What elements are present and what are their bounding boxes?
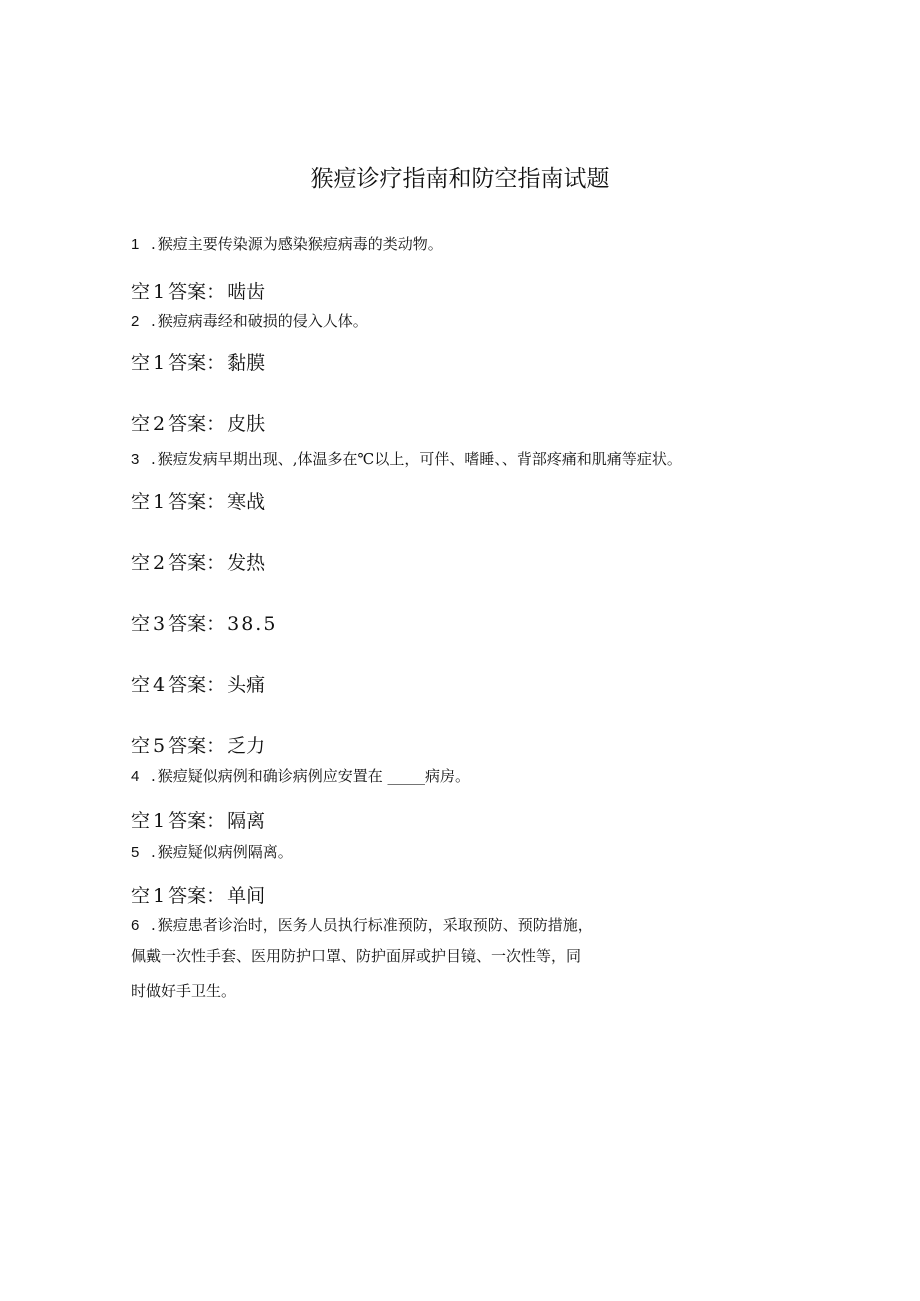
answer-value: 啮齿 [227, 281, 266, 303]
answer-q3-blank5: 空 5 答案： 乏力 [131, 735, 266, 757]
answer-value: 隔离 [227, 810, 266, 832]
question-6-continuation-2: 时做好手卫生。 [131, 982, 237, 1000]
question-text: 猴痘疑似病例和确诊病例应安置在 _____病房。 [157, 767, 471, 785]
answer-value: 头痛 [227, 674, 266, 696]
answer-value: 乏力 [227, 735, 266, 757]
question-number: 6 [131, 917, 140, 934]
answer-q4-blank1: 空 1 答案： 隔离 [131, 810, 266, 832]
question-5: 5 . 猴痘疑似病例隔离。 [131, 841, 293, 864]
answer-q2-blank1: 空 1 答案： 黏膜 [131, 352, 266, 374]
answer-q3-blank3: 空 3 答案： 38.5 [131, 613, 278, 635]
question-number: 5 [131, 844, 140, 861]
answer-value: 皮肤 [227, 413, 266, 435]
question-number: 2 [131, 313, 140, 330]
question-1: 1 . 猴痘主要传染源为感染猴痘病毒的类动物。 [131, 233, 443, 256]
answer-q3-blank1: 空 1 答案： 寒战 [131, 491, 266, 513]
answer-value: 黏膜 [227, 352, 266, 374]
question-number: 1 [131, 236, 140, 253]
question-text: 猴痘发病早期出现、,体温多在℃以上，可伴、嗜睡、、背部疼痛和肌痛等症状。 [157, 450, 682, 468]
question-4: 4 . 猴痘疑似病例和确诊病例应安置在 _____病房。 [131, 765, 470, 788]
answer-q3-blank4: 空 4 答案： 头痛 [131, 674, 266, 696]
question-text: 猴痘患者诊治时，医务人员执行标准预防，采取预防、预防措施， [157, 916, 593, 934]
answer-value: 单间 [227, 885, 266, 907]
question-number: 4 [131, 768, 140, 785]
answer-q1-blank1: 空 1 答案： 啮齿 [131, 281, 266, 303]
question-number: 3 [131, 451, 140, 468]
question-3: 3 . 猴痘发病早期出现、,体温多在℃以上，可伴、嗜睡、、背部疼痛和肌痛等症状。 [131, 448, 682, 471]
answer-value: 发热 [227, 552, 266, 574]
question-6: 6 . 猴痘患者诊治时，医务人员执行标准预防，采取预防、预防措施， [131, 914, 593, 937]
question-2: 2 . 猴痘病毒经和破损的侵入人体。 [131, 310, 368, 333]
answer-q5-blank1: 空 1 答案： 单间 [131, 885, 266, 907]
answer-q3-blank2: 空 2 答案： 发热 [131, 552, 266, 574]
answer-value: 寒战 [227, 491, 266, 513]
answer-value: 38.5 [227, 613, 278, 635]
question-6-continuation-1: 佩戴一次性手套、医用防护口罩、防护面屏或护目镜、一次性等，同 [131, 947, 582, 965]
answer-q2-blank2: 空 2 答案： 皮肤 [131, 413, 266, 435]
question-text: 猴痘主要传染源为感染猴痘病毒的类动物。 [157, 235, 443, 253]
question-text: 猴痘病毒经和破损的侵入人体。 [157, 312, 368, 330]
document-title: 猴痘诊疗指南和防空指南试题 [310, 166, 610, 192]
question-text: 猴痘疑似病例隔离。 [157, 843, 293, 861]
